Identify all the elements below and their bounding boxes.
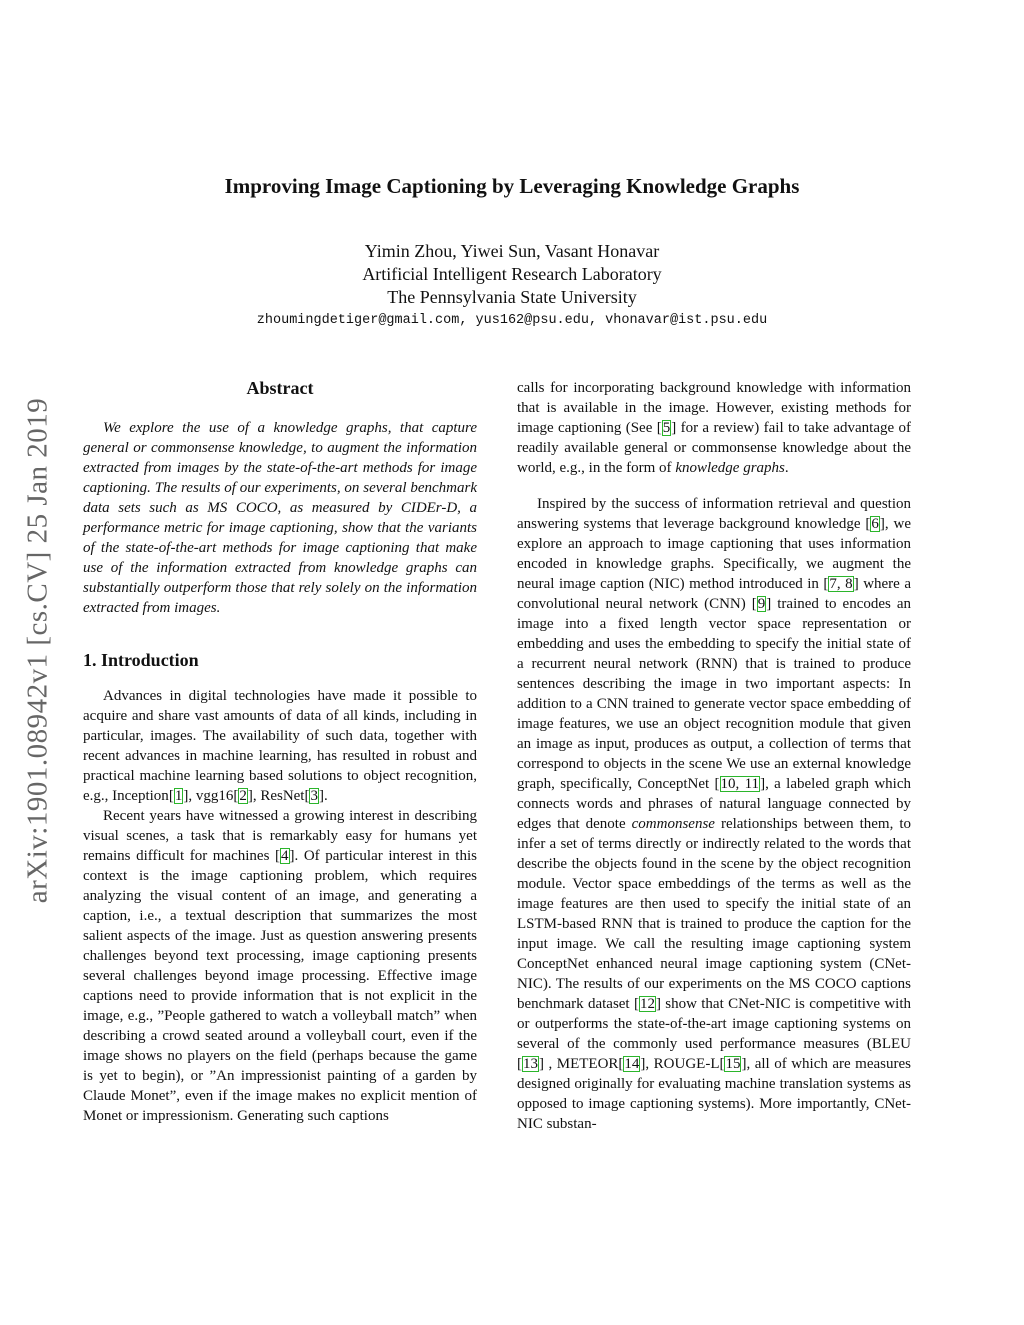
- text-run: .: [784, 460, 789, 476]
- emphasis-text: knowledge graphs: [675, 460, 785, 476]
- text-run: , a labeled graph which connects words and phrases of natural language connected by edges that denote: [517, 776, 911, 832]
- text-run: .: [323, 788, 328, 804]
- paper-title: Improving Image Captioning by Leveraging Knowledge Graphs: [224, 174, 800, 198]
- text-run: . Of particular interest in this context is the image captioning problem, which requires analyzing the visual content of an image, and generating a caption, i.e., a textual description that summarizes the most salient aspects of the image. Just as question answering presents challenges beyond text processing, image captioning presents several challenges beyond image processing. Effective image captions need to provide information that is not explicit in the image, e.g., ”People gathered to watch a volleyball match” when describing a crowd seated around a volleyball court, even if the image shows no players on the field (perhaps because the game is yet to begin), or ”An impressionist painting of a garden by Claude Monet”, even if the image makes no explicit mention of Monet or impressionism. Generating such captions: [83, 848, 477, 1124]
- text-run: show that CNet-NIC is competitive with or outperforms the state-of-the-art image captioning systems on several of the commonly used performance measures (BLEU: [517, 996, 912, 1052]
- affiliation-university: The Pennsylvania State University: [387, 287, 637, 307]
- author-names: Yimin Zhou, Yiwei Sun, Vasant Honavar: [364, 241, 660, 261]
- abstract-text: We explore the use of a knowledge graphs, that capture general or commonsense knowledge, to augment the information extracted from images by the state-of-the-art methods for image captioning. The results of our experiments, on several benchmark data sets such as MS COCO, as measured by CIDEr-D, a performance metric for image captioning, show that the variants of the state-of-the-art methods for image captioning that make use of the information extracted from knowledge graphs can substantially outperform those that rely solely on the information extracted from images.: [83, 420, 477, 616]
- citation-link[interactable]: 7, 8: [829, 576, 853, 592]
- text-run: Advances in digital technologies have made it possible to acquire and share vast amounts of data of all kinds, including in particular, images. The availability of such data, together with recent advances in machine learning, has resulted in robust and practical machine learning based solutions to object recognition, e.g., Inception: [83, 688, 477, 804]
- intro-paragraph-2: Recent years have witnessed a growing interest in describing visual scenes, a task that is remarkably easy for humans yet remains difficult for machines [4]. Of particular interest in this context is the image captioning problem, which requires analyzing the visual content of an image, and generating a caption, i.e., a textual description that summarizes the most salient aspects of the image. Just as question answering presents challenges beyond text processing, image captioning presents several challenges beyond image processing. Effective image captions need to provide information that is not explicit in the image, e.g., ”People gathered to watch a volleyball match” when describing a crowd seated around a volleyball court, even if the image shows no players on the field (perhaps because the game is yet to begin), or ”An impressionist painting of a garden by Claude Monet”, even if the image makes no explicit mention of Monet or impressionism. Generating such captions: [83, 808, 477, 1124]
- citation-link[interactable]: 2: [239, 788, 247, 804]
- introduction-heading: 1. Introduction: [83, 650, 199, 670]
- citation-link[interactable]: 1: [174, 788, 183, 804]
- text-run: for a review) fail to take advantage of readily available general or commonsense knowledge about the world, e.g., in the form of: [517, 420, 912, 476]
- citation-link[interactable]: 9: [757, 596, 766, 612]
- right-paragraph-1: calls for incorporating background knowledge with information that is available in the image. However, existing methods for image captioning (See [5] for a review) fail to take advantage of readily available general or commonsense knowledge about the world, e.g., in the form of knowledge graphs.: [517, 380, 912, 476]
- text-run: where a convolutional neural network (CNN): [517, 576, 911, 612]
- citation-link[interactable]: 12: [639, 996, 655, 1012]
- text-run: Inspired by the success of information retrieval and question answering systems that leverage background knowledge: [517, 496, 911, 532]
- citation-link[interactable]: 10, 11: [720, 776, 760, 792]
- citation-link[interactable]: 6: [871, 516, 879, 532]
- author-block: [0, 240, 1024, 332]
- abstract-heading: Abstract: [246, 378, 314, 398]
- text-run: , METEOR: [544, 1056, 619, 1072]
- left-column: [83, 378, 477, 1126]
- arxiv-identifier: arXiv:1901.08942v1 [cs.CV] 25 Jan 2019: [21, 397, 54, 903]
- text-run: , ResNet: [252, 788, 305, 804]
- author-emails: zhoumingdetiger@gmail.com, yus162@psu.edu, vhonavar@ist.psu.edu: [256, 313, 768, 328]
- citation-link[interactable]: 15: [725, 1056, 741, 1072]
- text-run: , all of which are measures designed originally for evaluating machine translation systems as opposed to image captioning systems). More importantly, CNet-NIC substan-: [517, 1056, 911, 1132]
- arxiv-sidebar: [14, 350, 62, 950]
- emphasis-text: commonsense: [631, 816, 715, 832]
- text-run: Recent years have witnessed a growing interest in describing visual scenes, a task that is remarkably easy for humans yet remains difficult for machines: [83, 808, 477, 864]
- right-paragraph-2: Inspired by the success of information retrieval and question answering systems that leverage background knowledge [6], we explore an approach to image captioning that uses information encoded in knowledge graphs. Specifically, we augment the neural image caption (NIC) method introduced in [7, 8] where a convolutional neural network (CNN) [9] trained to encodes an image into a fixed length vector space representation or embedding and uses the embedding to specify the initial state of a recurrent neural network (RNN) that is trained to produce sentences describing the image in two important aspects: In addition to a CNN trained to generate vector space embedding of image features, we use an object recognition module that given an image as input, produces as output, a collection of terms that correspond to objects in the scene We use an external knowledge graph, specifically, ConceptNet [10, 11], a labeled graph which connects words and phrases of natural language connected by edges that denote commonsense relationships between them, to infer a set of terms directly or indirectly related to the words that describe the objects found in the scene by the object recognition module. Vector space embeddings of the terms as well as the image features are then used to specify the initial state of an LSTM-based RNN that is trained to produce the caption for the input image. We call the resulting image captioning system ConceptNet enhanced neural image captioning system (CNet-NIC). The results of our experiments on the MS COCO captions benchmark dataset [12] show that CNet-NIC is competitive with or outperforms the state-of-the-art image captioning systems on several of the commonly used performance measures (BLEU [13] , METEOR[14], ROUGE-L[15], all of which are measures designed originally for evaluating machine translation systems as opposed to image captioning systems). More importantly, CNet-NIC substan-: [517, 496, 912, 1132]
- text-run: trained to encodes an image into a fixed length vector space representation or embedding and uses the embedding to specify the initial state of a recurrent neural network (RNN) that is trained to produce sentences describing the image in two important aspects: In addition to a CNN trained to generate vector space embedding of image features, we use an object recognition module that given an image as input, produces as output, a collection of terms that correspond to objects in the scene We use an external knowledge graph, specifically, ConceptNet: [517, 596, 911, 792]
- intro-paragraph-1: Advances in digital technologies have made it possible to acquire and share vast amounts of data of all kinds, including in particular, images. The availability of such data, together with recent advances in machine learning, has resulted in robust and practical machine learning based solutions to object recognition, e.g., Inception[1], vgg16[2], ResNet[3].: [83, 688, 477, 804]
- affiliation-lab: Artificial Intelligent Research Laboratory: [362, 264, 662, 284]
- citation-link[interactable]: 13: [523, 1056, 538, 1072]
- citation-link[interactable]: 5: [662, 420, 671, 436]
- text-run: , we explore an approach to image captioning that uses information encoded in knowledge graphs. Specifically, we augment the neural image caption (NIC) method introduced in: [517, 516, 911, 592]
- citation-link[interactable]: 4: [281, 848, 289, 864]
- text-run: , vgg16: [188, 788, 234, 804]
- text-run: , ROUGE-L: [645, 1056, 720, 1072]
- citation-link[interactable]: 3: [310, 788, 318, 804]
- citation-link[interactable]: 14: [624, 1056, 640, 1072]
- text-run: calls for incorporating background knowledge with information that is available in the image. However, existing methods for image captioning (See: [517, 380, 911, 436]
- right-column: [517, 378, 911, 1134]
- text-run: relationships between them, to infer a set of terms directly or indirectly related to the words that describe the objects found in the scene by the object recognition module. Vector space embeddings of the terms as well as the image features are then used to specify the initial state of an LSTM-based RNN that is trained to produce the caption for the input image. We call the resulting image captioning system ConceptNet enhanced neural image captioning system (CNet-NIC). The results of our experiments on the MS COCO captions benchmark dataset: [517, 816, 911, 1012]
